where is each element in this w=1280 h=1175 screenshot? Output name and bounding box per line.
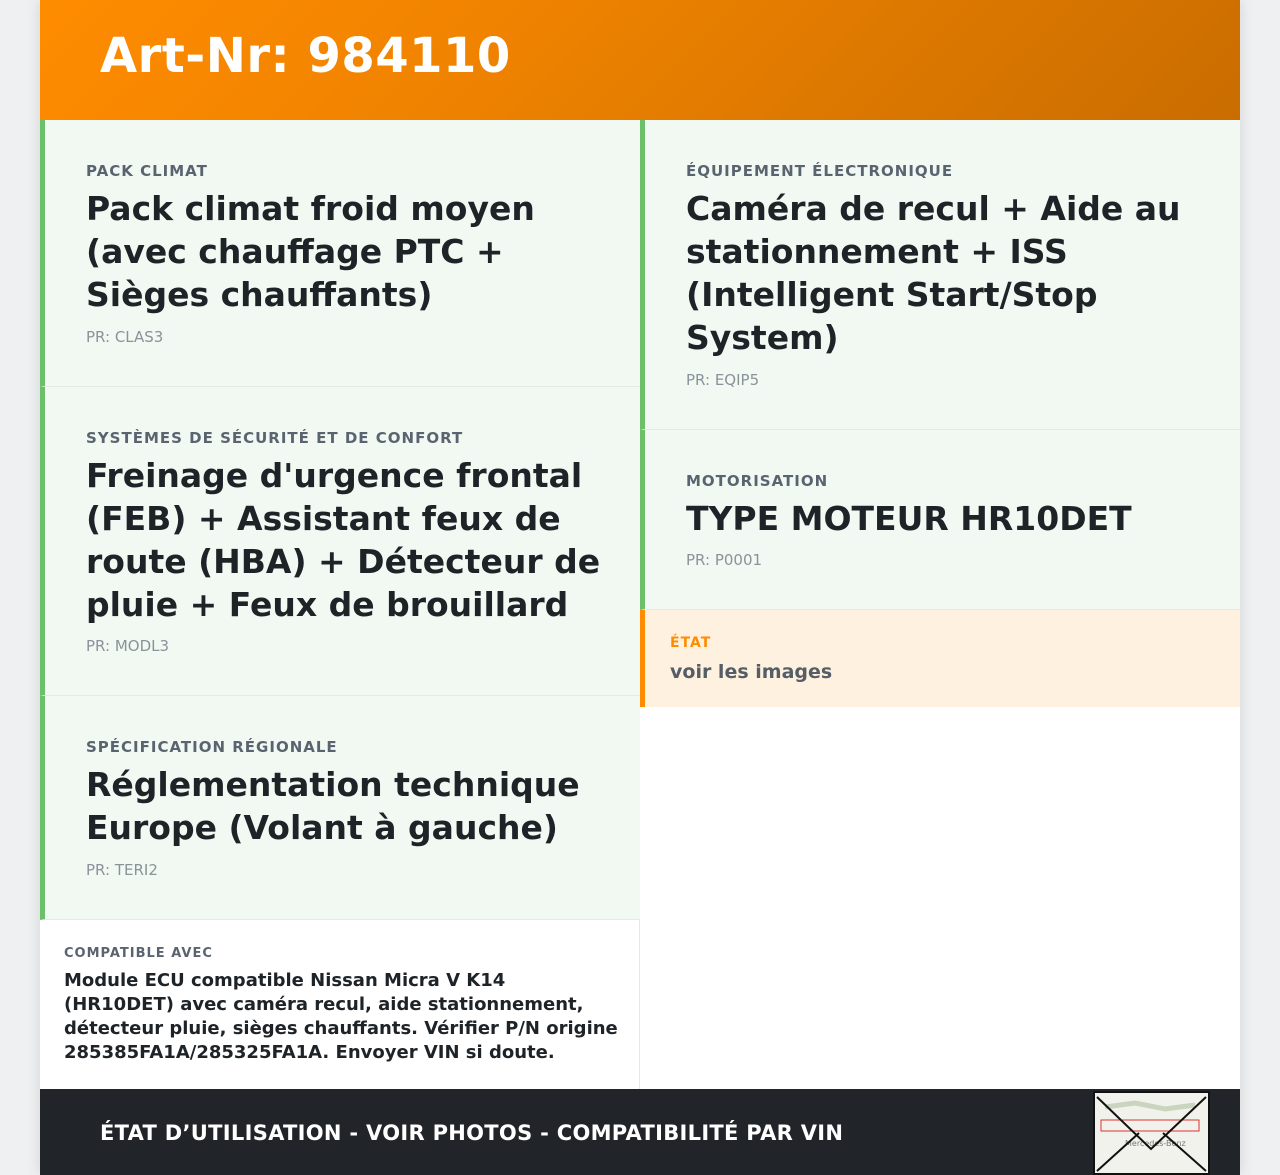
footer-bar [40, 1089, 1240, 1175]
option-label: MOTORISATION [686, 472, 829, 490]
option-card-equipement [640, 120, 1240, 430]
option-card-specification [40, 696, 640, 920]
option-pr-code: PR: P0001 [686, 551, 763, 569]
option-pr-code: PR: CLAS3 [86, 328, 164, 346]
option-card-motorisation [640, 430, 1240, 610]
header-banner [40, 0, 1240, 120]
compat-label: COMPATIBLE AVEC [64, 946, 213, 961]
option-label: ÉQUIPEMENT ÉLECTRONIQUE [686, 162, 954, 180]
footer-text: ÉTAT D’UTILISATION - VOIR PHOTOS - COMPATIBILITÉ PAR VIN [100, 1121, 844, 1145]
option-card-pack-climat [40, 120, 640, 387]
envelope-icon [1095, 1093, 1208, 1173]
option-label: SYSTÈMES DE SÉCURITÉ ET DE CONFORT [86, 429, 464, 447]
option-pr-code: PR: EQIP5 [686, 371, 760, 389]
option-pr-code: PR: MODL3 [86, 637, 170, 655]
empty-area [640, 707, 1240, 1089]
option-label: PACK CLIMAT [86, 162, 208, 180]
option-value: Réglementation technique Europe (Volant à gauche) [86, 765, 580, 847]
state-value: voir les images [670, 661, 833, 683]
state-label: ÉTAT [670, 635, 712, 651]
compat-value: Module ECU compatible Nissan Micra V K14 (HR10DET) avec caméra recul, aide stationnement, détecteur pluie, sièges chauffants. Vérifier P/N origine 285385FA1A/285325FA1A. Envoyer VIN si doute. [64, 970, 618, 1063]
compatibility-card [40, 920, 640, 1089]
product-sheet [40, 0, 1240, 1175]
state-card [640, 610, 1240, 707]
option-value: Pack climat froid moyen (avec chauffage PTC + Sièges chauffants) [86, 189, 535, 314]
option-value: Freinage d'urgence frontal (FEB) + Assistant feux de route (HBA) + Détecteur de pluie + Feux de brouillard [86, 456, 601, 624]
option-value: TYPE MOTEUR HR10DET [686, 499, 1132, 538]
photo-thumbnail[interactable] [1093, 1091, 1210, 1175]
option-card-securite [40, 387, 640, 696]
option-pr-code: PR: TERI2 [86, 861, 158, 879]
page-title: Art-Nr: 984110 [100, 28, 511, 84]
option-label: SPÉCIFICATION RÉGIONALE [86, 738, 338, 756]
thumbnail-text: Mercedes-Benz [1125, 1139, 1186, 1148]
option-value: Caméra de recul + Aide au stationnement + ISS (Intelligent Start/Stop System) [686, 189, 1181, 357]
